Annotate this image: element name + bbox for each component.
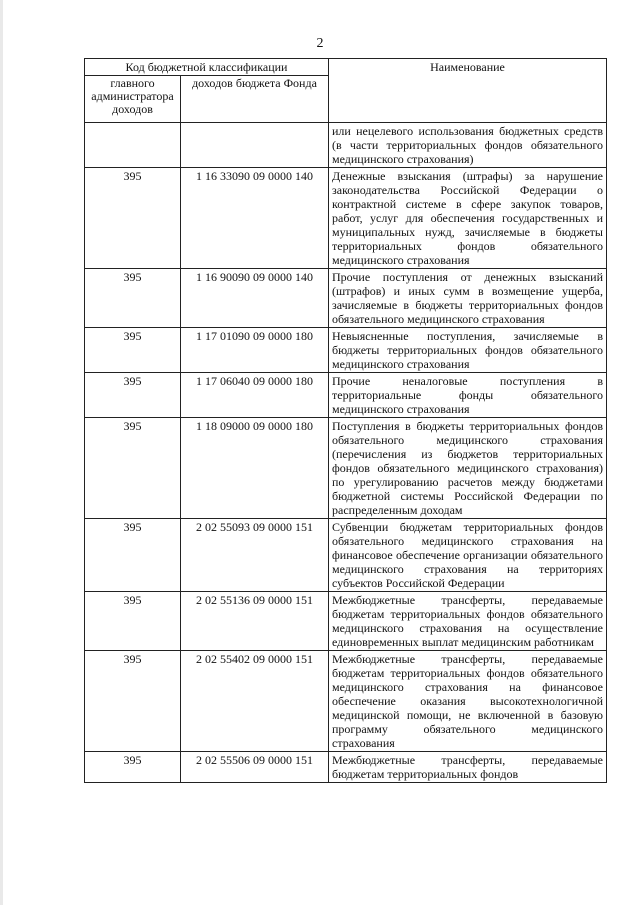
- name-cell: Прочие поступления от денежных взысканий (штрафов) и иных сумм в возмещение ущерба, зачисляемые в бюджеты территориальных фондов обязательного медицинского страхования: [329, 269, 607, 328]
- income-code-cell: 1 16 90090 09 0000 140: [181, 269, 329, 328]
- admin-code-cell: 395: [85, 592, 181, 651]
- name-cell: Денежные взыскания (штрафы) за нарушение законодательства Российской Федерации о контрактной системе в сфере закупок товаров, работ, услуг для обеспечения государственных и муниципальных нужд, зачисляемые в бюджеты территориальных фондов обязательного медицинского страхования: [329, 168, 607, 269]
- admin-code-cell: 395: [85, 269, 181, 328]
- header-name: Наименование: [329, 59, 607, 123]
- table-header-row: [85, 59, 607, 76]
- income-code-cell: [181, 123, 329, 168]
- budget-classification-table: [84, 58, 607, 783]
- table-row: [85, 168, 607, 269]
- income-code-cell: 2 02 55506 09 0000 151: [181, 752, 329, 783]
- admin-code-cell: 395: [85, 519, 181, 592]
- admin-code-cell: [85, 123, 181, 168]
- admin-code-cell: 395: [85, 752, 181, 783]
- income-code-cell: 1 18 09000 09 0000 180: [181, 418, 329, 519]
- page-number: 2: [316, 36, 324, 51]
- table-row: [85, 418, 607, 519]
- name-cell: Поступления в бюджеты территориальных фондов обязательного медицинского страхования (перечисления из бюджетов территориальных фондов обязательного медицинского страхования) по урегулированию расчетов между бюджетами бюджетной системы Российской Федерации по распределенным доходам: [329, 418, 607, 519]
- income-code-cell: 1 17 06040 09 0000 180: [181, 373, 329, 418]
- name-cell: Межбюджетные трансферты, передаваемые бюджетам территориальных фондов: [329, 752, 607, 783]
- admin-code-cell: 395: [85, 328, 181, 373]
- income-code-cell: 2 02 55136 09 0000 151: [181, 592, 329, 651]
- admin-code-cell: 395: [85, 168, 181, 269]
- name-cell: Прочие неналоговые поступления в территориальные фонды обязательного медицинского страхования: [329, 373, 607, 418]
- table-row: [85, 592, 607, 651]
- income-code-cell: 2 02 55093 09 0000 151: [181, 519, 329, 592]
- table-row: [85, 651, 607, 752]
- income-code-cell: 1 16 33090 09 0000 140: [181, 168, 329, 269]
- name-cell: Субвенции бюджетам территориальных фондов обязательного медицинского страхования на финансовое обеспечение организации обязательного медицинского страхования на территориях субъектов Российской Федерации: [329, 519, 607, 592]
- header-budget-code-group: Код бюджетной классификации: [85, 59, 329, 76]
- admin-code-cell: 395: [85, 651, 181, 752]
- table-row: [85, 519, 607, 592]
- name-cell: Межбюджетные трансферты, передаваемые бюджетам территориальных фондов обязательного медицинского страхования на осуществление единовременных выплат медицинским работникам: [329, 592, 607, 651]
- name-cell: Межбюджетные трансферты, передаваемые бюджетам территориальных фондов обязательного медицинского страхования на финансовое обеспечение оказания высокотехнологичной медицинской помощи, не включенной в базовую программу обязательного медицинского страхования: [329, 651, 607, 752]
- table-row: [85, 328, 607, 373]
- table-row: [85, 373, 607, 418]
- name-cell: Невыясненные поступления, зачисляемые в бюджеты территориальных фондов обязательного медицинского страхования: [329, 328, 607, 373]
- header-chief-administrator: главного администратора доходов: [85, 76, 181, 123]
- table-row: [85, 269, 607, 328]
- header-fund-income: доходов бюджета Фонда: [181, 76, 329, 123]
- scan-edge: [0, 0, 3, 905]
- income-code-cell: 2 02 55402 09 0000 151: [181, 651, 329, 752]
- admin-code-cell: 395: [85, 373, 181, 418]
- income-code-cell: 1 17 01090 09 0000 180: [181, 328, 329, 373]
- table-row: [85, 123, 607, 168]
- name-cell: или нецелевого использования бюджетных средств (в части территориальных фондов обязательного медицинского страхования): [329, 123, 607, 168]
- table-row: [85, 752, 607, 783]
- admin-code-cell: 395: [85, 418, 181, 519]
